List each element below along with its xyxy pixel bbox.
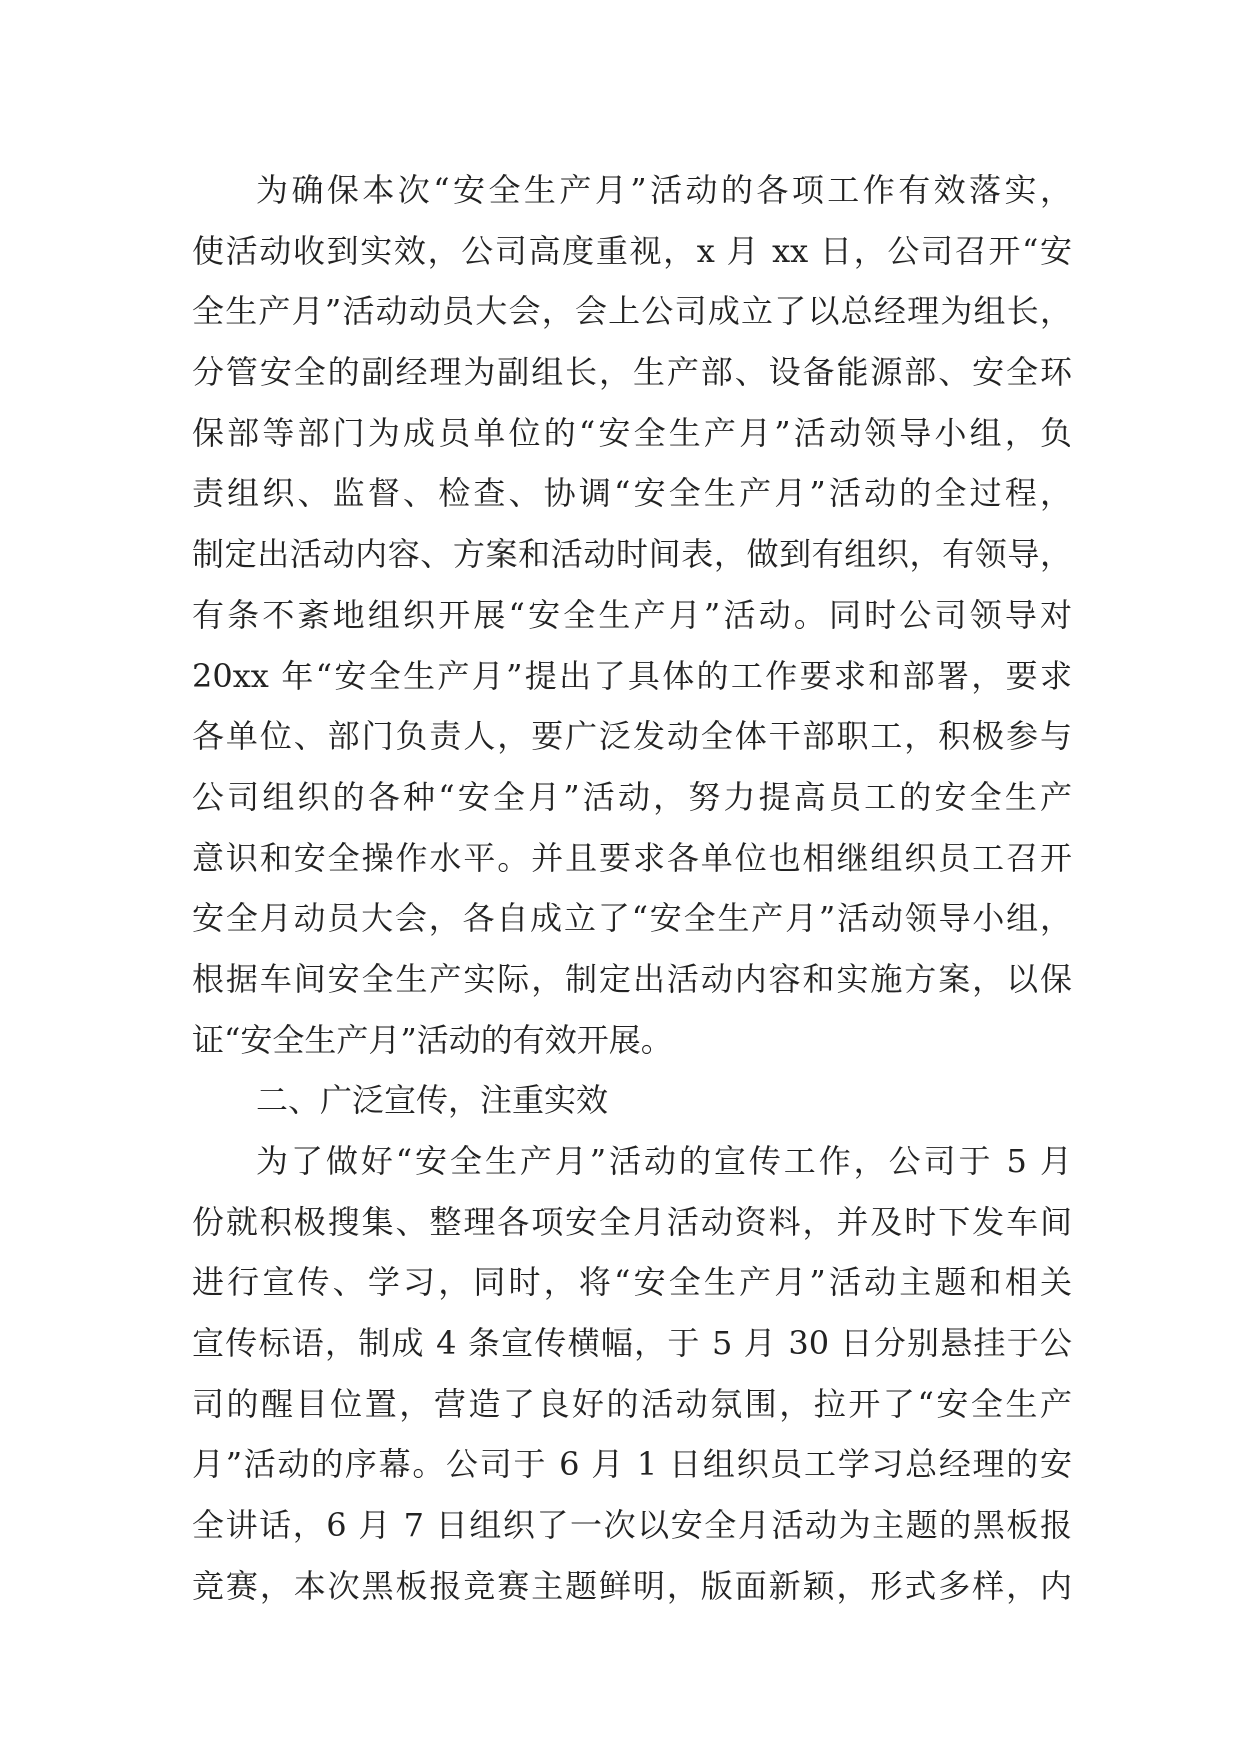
paragraph-1-line-15: 证“安全生产月”活动的有效开展。 [192, 1020, 673, 1059]
paragraph-2-line-7: 全讲话，6 月 7 日组织了一次以安全月活动为主题的黑板报 [192, 1506, 1072, 1545]
paragraph-2-line-3: 进行宣传、学习，同时，将“安全生产月”活动主题和相关 [192, 1263, 1072, 1302]
paragraph-2-line-2: 份就积极搜集、整理各项安全月活动资料，并及时下发车间 [192, 1202, 1072, 1241]
document-body [192, 160, 1072, 1617]
paragraph-1-line-7: 制定出活动内容、方案和活动时间表，做到有组织，有领导， [192, 535, 1072, 574]
paragraph-1-line-10: 各单位、部门负责人，要广泛发动全体干部职工，积极参与 [192, 717, 1072, 756]
paragraph-2-line-6: 月”活动的序幕。公司于 6 月 1 日组织员工学习总经理的安 [192, 1445, 1072, 1484]
paragraph-1-line-11: 公司组织的各种“安全月”活动，努力提高员工的安全生产 [192, 777, 1072, 816]
paragraph-1-line-2: 使活动收到实效，公司高度重视，x 月 xx 日，公司召开“安 [192, 231, 1072, 270]
paragraph-1-line-3: 全生产月”活动动员大会，会上公司成立了以总经理为组长， [192, 292, 1072, 331]
paragraph-1-line-4: 分管安全的副经理为副组长，生产部、设备能源部、安全环 [192, 353, 1072, 392]
paragraph-1-line-12: 意识和安全操作水平。并且要求各单位也相继组织员工召开 [192, 838, 1072, 877]
paragraph-1-line-5: 保部等部门为成员单位的“安全生产月”活动领导小组，负 [192, 413, 1072, 452]
paragraph-1-line-13: 安全月动员大会，各自成立了“安全生产月”活动领导小组， [192, 899, 1072, 938]
paragraph-2-line-4: 宣传标语，制成 4 条宣传横幅，于 5 月 30 日分别悬挂于公 [192, 1324, 1072, 1363]
section-heading: 二、广泛宣传，注重实效 [256, 1081, 609, 1120]
paragraph-1-line-1: 为确保本次“安全生产月”活动的各项工作有效落实， [256, 171, 1072, 209]
paragraph-1-line-9: 20xx 年“安全生产月”提出了具体的工作要求和部署，要求 [192, 656, 1072, 695]
paragraph-2-line-1: 为了做好“安全生产月”活动的宣传工作，公司于 5 月 [256, 1142, 1072, 1180]
paragraph-1-line-14: 根据车间安全生产实际，制定出活动内容和实施方案，以保 [192, 959, 1072, 998]
paragraph-2-line-8: 竞赛，本次黑板报竞赛主题鲜明，版面新颖，形式多样，内 [192, 1566, 1072, 1605]
paragraph-1-line-6: 责组织、监督、检查、协调“安全生产月”活动的全过程， [192, 474, 1072, 513]
paragraph-1-line-8: 有条不紊地组织开展“安全生产月”活动。同时公司领导对 [192, 595, 1072, 634]
paragraph-2-line-5: 司的醒目位置，营造了良好的活动氛围，拉开了“安全生产 [192, 1384, 1072, 1423]
